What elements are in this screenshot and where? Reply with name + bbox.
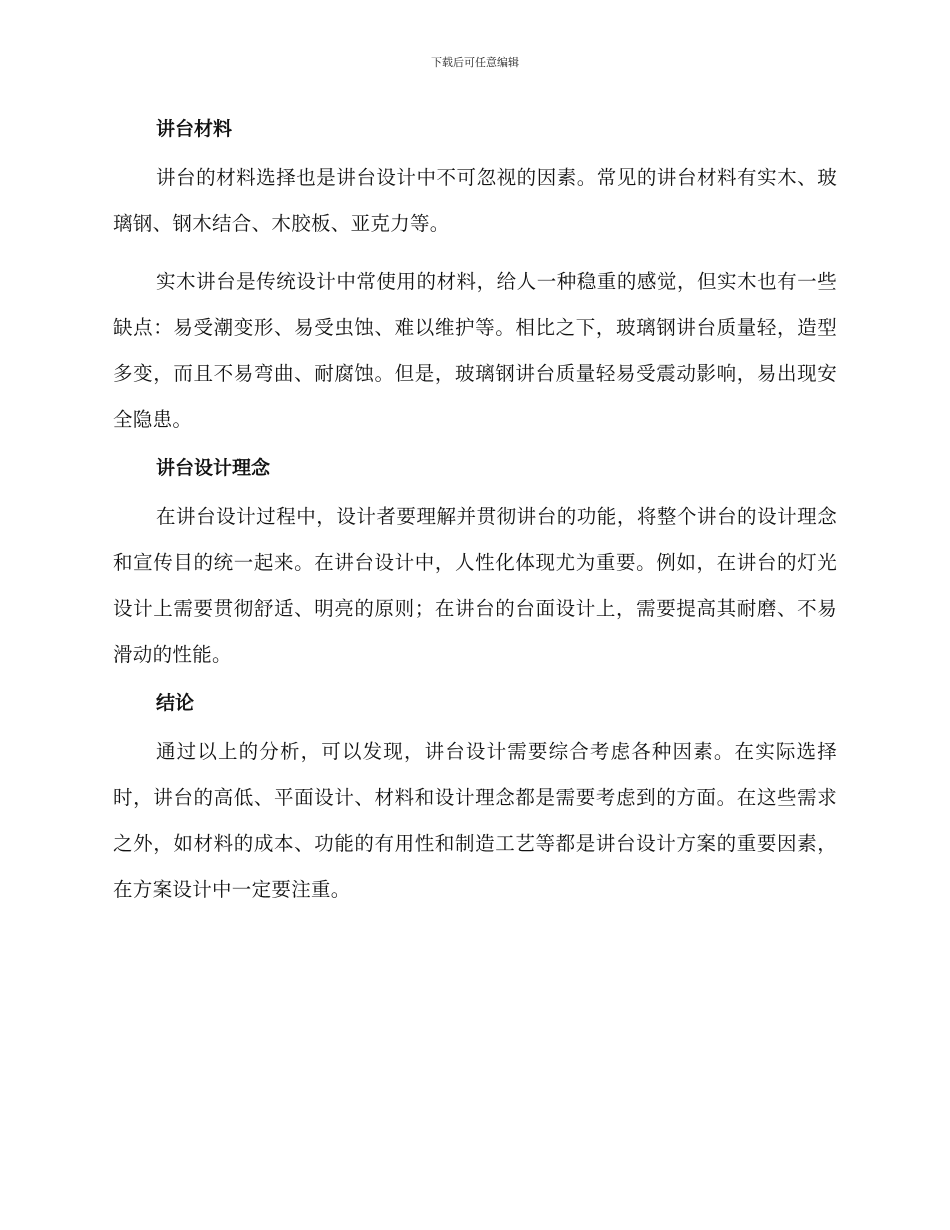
section-design-concept	[113, 452, 837, 678]
paragraph: 通过以上的分析，可以发现，讲台设计需要综合考虑各种因素。在实际选择时，讲台的高低、平面设计、材料和设计理念都是需要考虑到的方面。在这些需求之外，如材料的成本、功能的有用性和制造工艺等都是讲台设计方案的重要因素，在方案设计中一定要注重。	[113, 740, 837, 901]
paragraph: 在讲台设计过程中，设计者要理解并贯彻讲台的功能，将整个讲台的设计理念和宣传目的统一起来。在讲台设计中，人性化体现尤为重要。例如，在讲台的灯光设计上需要贯彻舒适、明亮的原则；在讲台的台面设计上，需要提高其耐磨、不易滑动的性能。	[113, 505, 837, 666]
section-heading: 讲台设计理念	[156, 457, 271, 479]
section-materials	[113, 113, 837, 443]
section-conclusion	[113, 687, 837, 913]
paragraph: 实木讲台是传统设计中常使用的材料，给人一种稳重的感觉，但实木也有一些缺点：易受潮变形、易受虫蚀、难以维护等。相比之下，玻璃钢讲台质量轻，造型多变，而且不易弯曲、耐腐蚀。但是，玻璃钢讲台质量轻易受震动影响，易出现安全隐患。	[113, 270, 837, 431]
section-heading: 结论	[156, 692, 195, 714]
document-body	[113, 113, 837, 913]
page-header: 下载后可任意编辑	[431, 56, 519, 69]
section-heading: 讲台材料	[156, 118, 233, 140]
paragraph: 讲台的材料选择也是讲台设计中不可忽视的因素。常见的讲台材料有实木、玻璃钢、钢木结合、木胶板、亚克力等。	[113, 166, 837, 235]
